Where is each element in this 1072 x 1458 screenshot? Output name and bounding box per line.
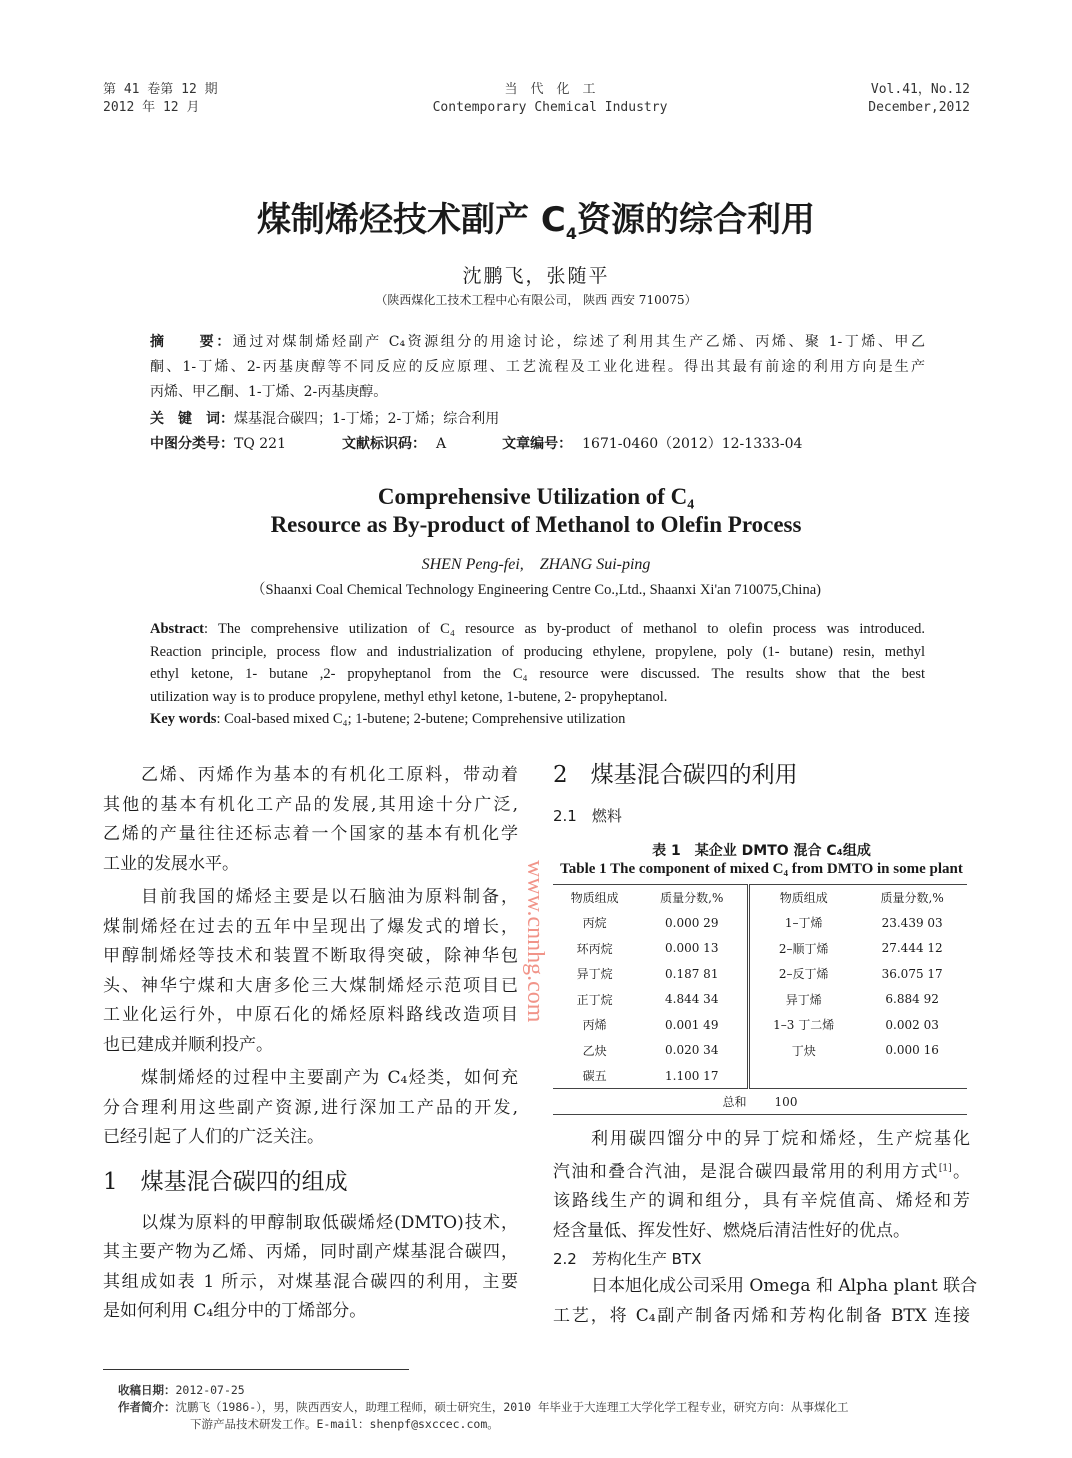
keywords-cn-label: 关 键 词：: [150, 411, 234, 427]
affiliation-en: （Shaanxi Coal Chemical Technology Engineering Centre Co.,Ltd., Shaanxi Xi'an 710075,China): [251, 582, 821, 598]
header-cell: 物质组成: [570, 891, 619, 905]
affiliation-cn: （陕西煤化工技术工程中心有限公司， 陕西 西安 710075）: [375, 293, 697, 307]
table-cell: 4.844 34: [636, 987, 748, 1013]
text-line: 乙烯的产量往往还标志着一个国家的基本有机化学: [103, 824, 518, 844]
table-cell: 23.439 03: [881, 915, 943, 930]
table-cell: 2–顺丁烯: [778, 941, 829, 956]
title-en-line2: Resource as By-product of Methanol to Olefin Process: [270, 512, 802, 537]
article-no: 1671-0460（2012）12-1333-04: [582, 436, 803, 452]
text-line: 其他的基本有机化工产品的发展,其用途十分广泛,: [103, 794, 518, 815]
received-date: 2012-07-25: [175, 1383, 245, 1397]
bio-text: 沈鹏飞（1986-），男，陕西西安人，助理工程师，硕士研究生，2010 年毕业于大连理工大学化学工程专业，研究方向：从事煤化工: [175, 1400, 849, 1414]
doc-code-label: 文献标识码：: [342, 436, 426, 452]
table-cell: 0.020 34: [636, 1038, 748, 1064]
paragraph: [103, 761, 518, 791]
abstract-en-label: Abstract: [150, 621, 204, 637]
text-line: 其组成如表 1 所示，对煤基混合碳四的利用，主要: [103, 1271, 518, 1292]
table-cell: 碳五: [582, 1069, 607, 1083]
section-heading-1: 1 煤基混合碳四的组成: [103, 1168, 348, 1195]
table-cell: 丙烷: [582, 916, 607, 931]
table-cell: 2–反丁烯: [778, 967, 829, 982]
text-line: 已经引起了人们的广泛关注。: [103, 1127, 324, 1147]
table-cell: 6.884 92: [885, 992, 939, 1007]
left-column: [103, 761, 518, 1327]
text-line: 煤制烯烃的过程中主要副产为 C₄烃类，如何充: [141, 1068, 518, 1088]
table-cell: 异丁烯: [785, 992, 822, 1007]
journal-name: [380, 81, 720, 117]
text-line: 其主要产物为乙烯、丙烯，同时副产煤基混合碳四，: [103, 1242, 518, 1262]
journal-name-en: Contemporary Chemical Industry: [432, 100, 668, 115]
issue-volume: 第 41 卷第 12 期: [103, 82, 218, 97]
text-line: 工业的发展水平。: [103, 853, 239, 874]
footnote-divider: [103, 1369, 409, 1370]
abstract-en-line: : The comprehensive utilization of C₄ resource as by-product of methanol to olefin process was introduced.: [203, 621, 925, 637]
abstract-en-line: ethyl ketone, 1- butane ,2- propyheptanol from the C₄ resource were discussed. The results show that the best: [150, 666, 925, 682]
table-total-row: [553, 1089, 967, 1115]
table-cell: 0.187 81: [636, 961, 748, 987]
article-no-label: 文章编号：: [502, 436, 573, 452]
title-en: [0, 483, 1072, 539]
journal-issue: [103, 81, 218, 117]
table-cell: 异丁烷: [576, 967, 613, 982]
text-line-content: 汽油和叠合汽油，是混合碳四最常用的利用方式[1]。: [553, 1161, 970, 1182]
watermark: www.cnnhg.com: [522, 860, 548, 1023]
table-cell: 0.001 49: [636, 1012, 748, 1038]
abstract-en-line: utilization way is to produce propylene, methyl ethyl ketone, 1-butene, 2- propyheptanol.: [150, 688, 668, 705]
received-label: 收稿日期：: [118, 1383, 176, 1397]
abstract-cn-line: 通过对煤制烯烃副产 C₄资源组分的用途讨论，综述了利用其生产乙烯、丙烯、聚 1-丁烯、甲乙: [232, 334, 925, 350]
keywords-en: : Coal-based mixed C₄; 1-butene; 2-butene; Comprehensive utilization: [216, 711, 626, 727]
abstract-en: [150, 618, 925, 731]
table-cell: 0.000 29: [636, 910, 748, 936]
table-cell: 丁炔: [791, 1043, 816, 1058]
table-row: [553, 1038, 967, 1064]
header-cell: 质量分数,%: [880, 891, 944, 905]
keywords-cn: 煤基混合碳四；1-丁烯；2-丁烯；综合利用: [234, 411, 500, 427]
text-line: 煤制烯烃在过去的五年中呈现出了爆发式的增长，: [103, 916, 518, 937]
abstract-en-line: Reaction principle, process flow and industrialization of producing ethylene, propylene, poly (1- butane) resin, methyl: [150, 643, 925, 660]
footnote: [118, 1382, 978, 1433]
issue-date: 2012 年 12 月: [103, 100, 200, 115]
text-line: 利用碳四馏分中的异丁烷和烯烃，生产烷基化: [591, 1128, 970, 1149]
table-row: [553, 936, 967, 962]
text-line: 分合理利用这些副产资源,进行深加工产品的开发,: [103, 1097, 518, 1118]
table-cell: 27.444 12: [881, 941, 943, 956]
table-caption-cn: 表 1 某企业 DMTO 混合 C₄组成: [652, 843, 871, 859]
text-line: [553, 1154, 970, 1187]
table-cell: 环丙烷: [576, 941, 613, 956]
header-cell: 物质组成: [779, 891, 828, 905]
abstract-cn-label: 摘 要：: [150, 334, 233, 350]
clc: TQ 221: [234, 436, 286, 452]
text-line: 工艺，将 C₄副产制备丙烯和芳构化制备 BTX 连接: [553, 1305, 970, 1326]
table-cell: 0.000 16: [885, 1043, 939, 1058]
title-en-line1: Comprehensive Utilization of C₄: [377, 484, 695, 509]
table-header: [553, 885, 967, 911]
table-caption-en: Table 1 The component of mixed C₄ from DMTO in some plant: [560, 861, 963, 877]
header-cell: 质量分数,%: [636, 885, 748, 911]
title-post: 资源的综合利用: [576, 200, 815, 240]
bio-text-cont: 下游产品技术研发工作。E-mail：shenpf@sxccec.com。: [190, 1417, 499, 1431]
table-cell: 乙炔: [582, 1043, 607, 1058]
section-heading-2-2: 2.2 芳构化生产 BTX: [553, 1250, 702, 1269]
table-cell: 1–3 丁二烯: [773, 1018, 835, 1033]
table-row: [553, 910, 967, 936]
table-cell: 36.075 17: [881, 966, 943, 981]
text-line: 该路线生产的调和组分，具有辛烷值高、烯烃和芳: [553, 1191, 970, 1212]
section-heading-2: 2 煤基混合碳四的利用: [553, 762, 798, 788]
abstract-cn: [150, 330, 925, 457]
text-line: 日本旭化成公司采用 Omega 和 Alpha plant 联合: [591, 1276, 978, 1297]
table-cell: 正丁烷: [576, 992, 613, 1007]
table-cell: 1–丁烯: [784, 916, 823, 931]
text-line: 以煤为原料的甲醇制取低碳烯烃(DMTO)技术，: [141, 1212, 518, 1233]
journal-name-cn: 当 代 化 工: [504, 82, 596, 97]
right-column: [553, 760, 978, 1331]
table-cell: 0.002 03: [885, 1017, 939, 1032]
table-cell: [857, 1063, 967, 1089]
citation: [1]: [938, 1163, 952, 1173]
journal-volume: [868, 81, 970, 117]
table-row: [553, 961, 967, 987]
text-line: 也已建成并顺利投产。: [103, 1034, 273, 1055]
composition-table: [553, 884, 967, 1115]
title-cn: [0, 192, 1072, 243]
title-sub: 4: [565, 223, 577, 243]
title-pre: 煤制烯烃技术副产 C: [257, 200, 566, 240]
text-line: 是如何利用 C₄组分中的丁烯部分。: [103, 1301, 367, 1321]
text-line: 乙烯、丙烯作为基本的有机化工原料，带动着: [141, 765, 518, 785]
doc-code: A: [436, 436, 447, 452]
text-line: 目前我国的烯烃主要是以石脑油为原料制备，: [141, 887, 518, 907]
abstract-cn-line: 丙烯、甲乙酮、1-丁烯、2-丙基庚醇。: [150, 384, 388, 400]
table-cell: [749, 1063, 858, 1089]
clc-label: 中图分类号：: [150, 436, 234, 452]
volume-en: Vol.41，No.12: [870, 82, 970, 97]
text-line: 烃含量低、挥发性好、燃烧后清洁性好的优点。: [553, 1220, 910, 1241]
text-line: 甲醇制烯烃等技术和装置不断取得突破，除神华包: [103, 946, 518, 966]
total-value: 100: [774, 1094, 798, 1109]
abstract-cn-line: 酮、1-丁烯、2-丙基庚醇等不同反应的反应原理、工艺流程及工业化进程。得出其最有前途的利用方向是生产: [150, 359, 925, 375]
text-line: 头、神华宁煤和大唐多伦三大煤制烯烃示范项目已: [103, 975, 518, 996]
table-cell: 0.000 13: [636, 936, 748, 962]
table-cell: 1.100 17: [636, 1063, 748, 1089]
section-heading-2-1: 2.1 燃料: [553, 807, 622, 825]
date-en: December,2012: [868, 100, 970, 115]
authors-cn: 沈鹏飞，张随平: [462, 265, 610, 287]
total-label: 总和: [722, 1094, 747, 1109]
table-row: [553, 1063, 967, 1089]
table-row: [553, 987, 967, 1013]
table-cell: 丙烯: [582, 1018, 607, 1033]
bio-label: 作者简介：: [118, 1400, 176, 1414]
table-row: [553, 1012, 967, 1038]
text-line: 工业化运行外，中原石化的烯烃原料路线改造项目: [103, 1005, 518, 1025]
authors-en: SHEN Peng-fei, ZHANG Sui-ping: [421, 556, 651, 573]
keywords-en-label: Key words: [150, 711, 217, 727]
